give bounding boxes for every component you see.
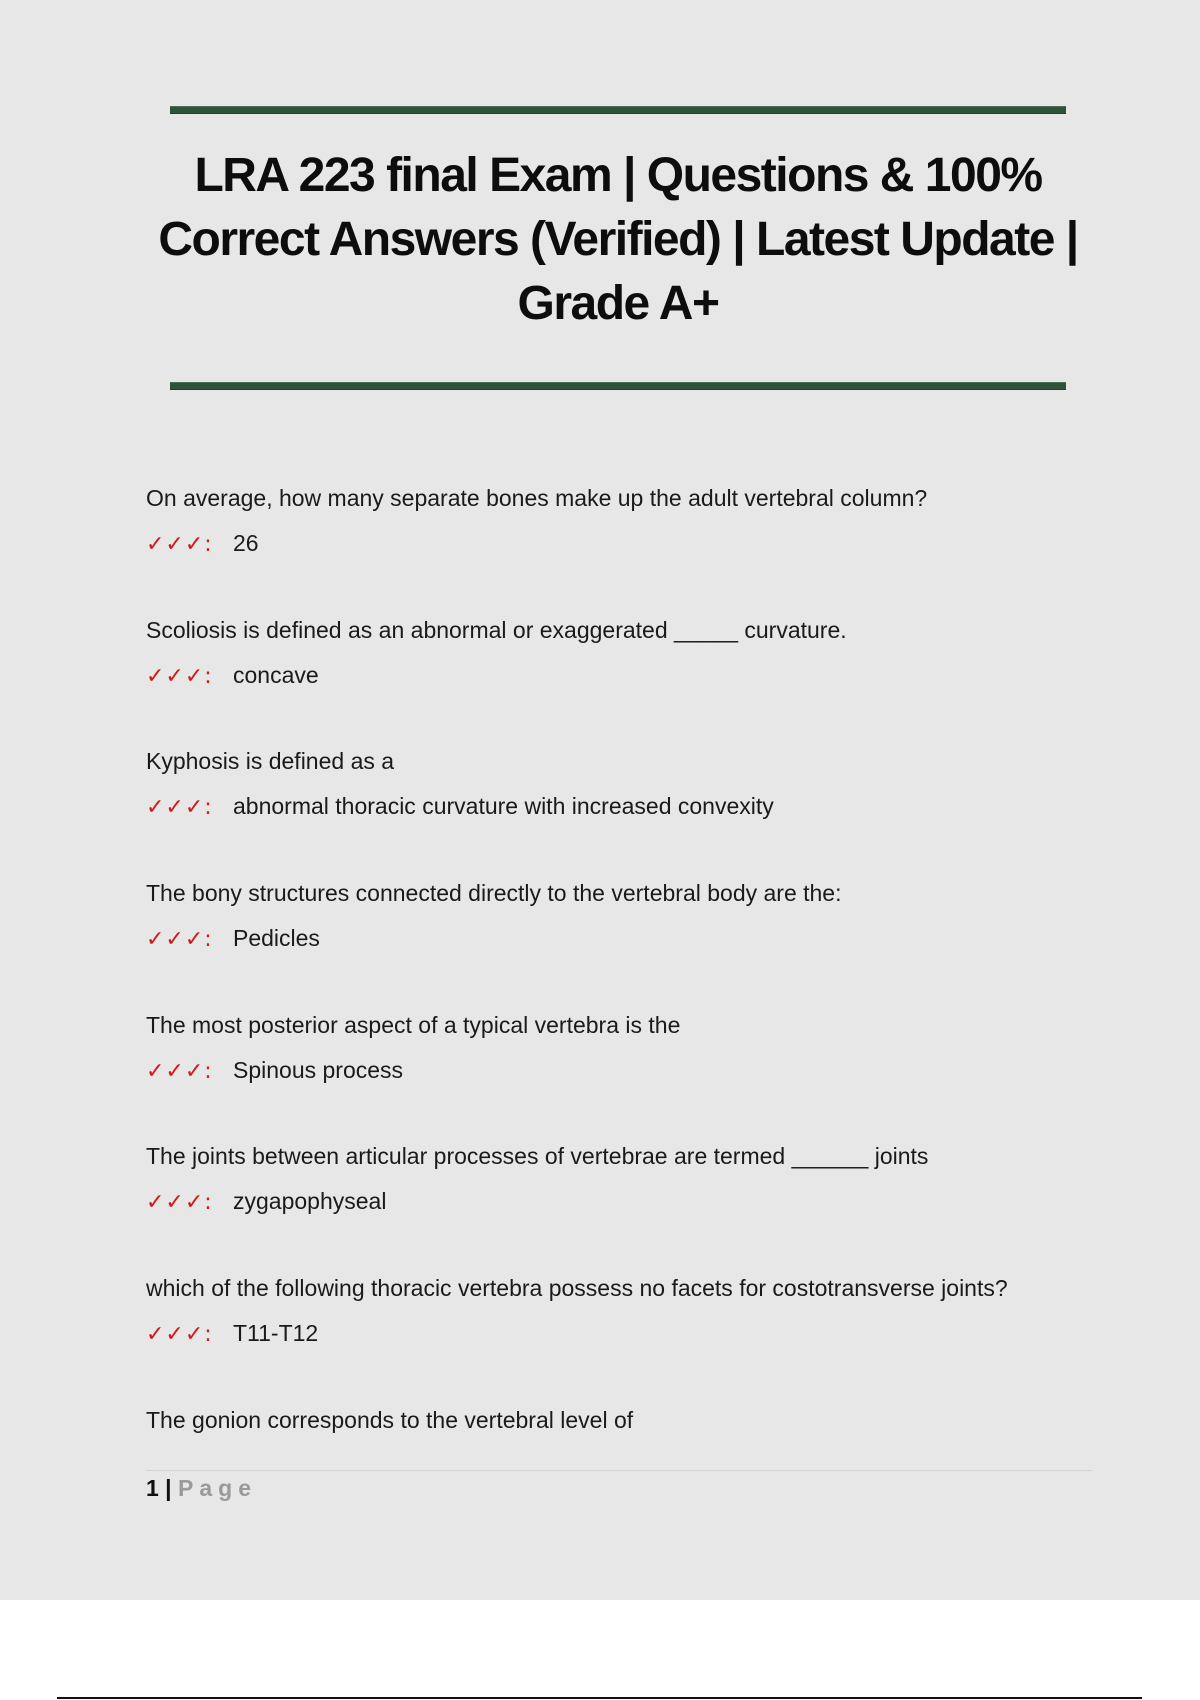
answer-text: 26 [233,530,259,556]
qa-item-7 [146,1274,1106,1349]
next-page-rule [57,1697,1142,1699]
qa-item-6 [146,1142,1106,1217]
answer-text: Pedicles [233,925,320,951]
question-text: Kyphosis is defined as a [146,748,395,774]
question-text: The bony structures connected directly to the vertebral body are the: [146,880,842,906]
page-number: 1 [146,1475,159,1501]
title-top-rule [170,106,1066,114]
question-text: On average, how many separate bones make up the adult vertebral column? [146,485,928,511]
checkmark-icon: ✓✓✓: [146,664,213,689]
page-word: Page [178,1475,257,1501]
checkmark-icon: ✓✓✓: [146,1190,213,1215]
qa-item-2 [146,616,1106,691]
answer-line [146,1187,1106,1217]
question-text: The gonion corresponds to the vertebral level of [146,1407,634,1433]
question-text: Scoliosis is defined as an abnormal or exaggerated _____ curvature. [146,617,847,643]
page-footer [146,1474,257,1502]
question-text: which of the following thoracic vertebra possess no facets for costotransverse joints? [146,1275,1008,1301]
answer-line [146,792,1106,822]
answer-text: concave [233,662,319,688]
question-text: The most posterior aspect of a typical vertebra is the [146,1012,681,1038]
answer-text: Spinous process [233,1057,404,1083]
document-title: LRA 223 final Exam | Questions & 100% Correct Answers (Verified) | Latest Update | Grade A+ [158,149,1078,330]
answer-text: T11-T12 [233,1320,319,1346]
checkmark-icon: ✓✓✓: [146,532,213,557]
answer-line [146,924,1106,954]
answer-text: abnormal thoracic curvature with increased convexity [233,793,774,819]
answer-text: zygapophyseal [233,1188,387,1214]
qa-item-3 [146,747,1106,822]
answer-line [146,661,1106,691]
checkmark-icon: ✓✓✓: [146,1322,213,1347]
answer-line [146,529,1106,559]
footer-divider [146,1470,1092,1471]
answer-line [146,1319,1106,1349]
page-separator: | [158,1475,179,1501]
checkmark-icon: ✓✓✓: [146,795,213,820]
checkmark-icon: ✓✓✓: [146,927,213,952]
qa-item-8 [146,1406,1106,1434]
question-text: The joints between articular processes of vertebrae are termed ______ joints [146,1143,929,1169]
answer-line [146,1056,1106,1086]
title-bottom-rule [170,382,1066,390]
qa-item-1 [146,484,1106,559]
checkmark-icon: ✓✓✓: [146,1059,213,1084]
qa-item-4 [146,879,1106,954]
qa-item-5 [146,1011,1106,1086]
